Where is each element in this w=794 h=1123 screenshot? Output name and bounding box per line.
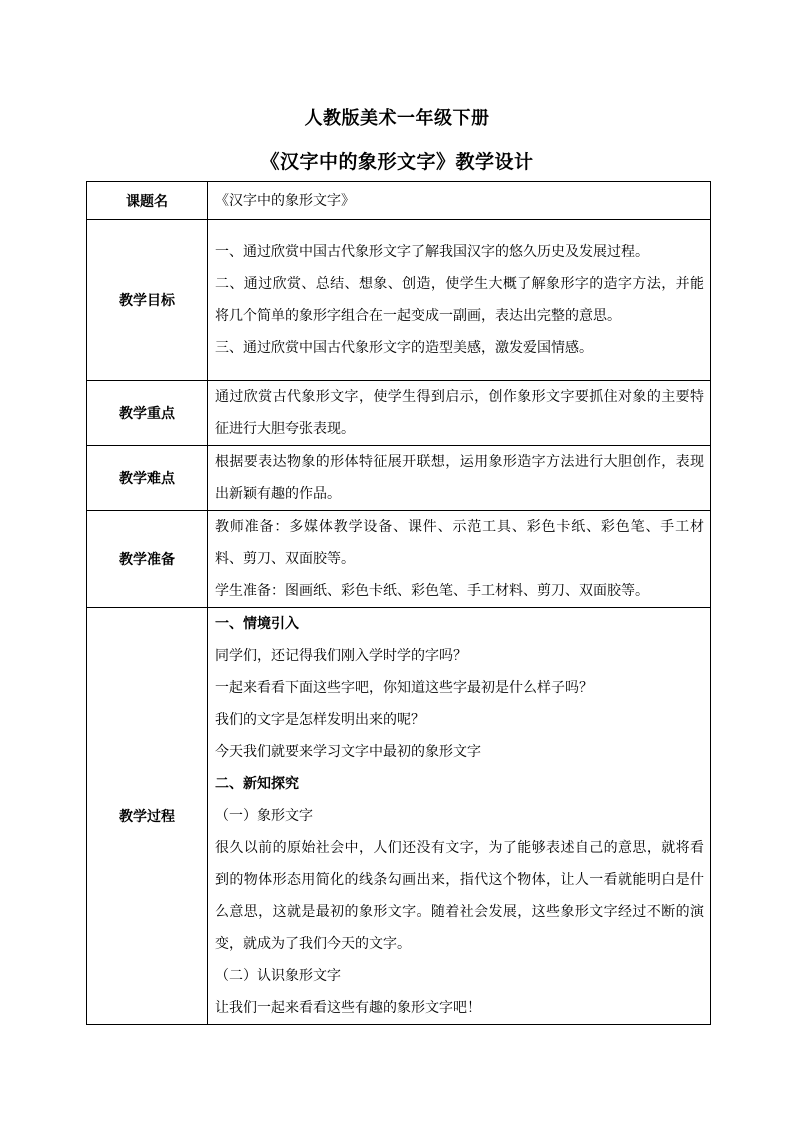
difficulties-text: 根据要表达物象的形体特征展开联想，运用象形造字方法进行大胆创作，表现出新颖有趣的作品。 [215,454,704,502]
objectives-row [87,220,711,381]
objective-item: 三、通过欣赏中国古代象形文字的造型美感，激发爱国情感。 [215,340,593,356]
subsection-heading: （二）认识象形文字 [215,968,341,984]
objective-item: 一、通过欣赏中国古代象形文字了解我国汉字的悠久历史及发展过程。 [215,244,649,260]
process-line: 让我们一起来看看这些有趣的象形文字吧！ [215,1000,481,1016]
process-label: 教学过程 [87,608,208,1025]
objective-item: 二、通过欣赏、总结、想象、创造，使学生大概了解象形字的造字方法，并能将几个简单的象形字组合在一起变成一副画，表达出完整的意思。 [215,276,704,324]
preparation-label: 教学准备 [87,511,208,608]
process-line: 我们的文字是怎样发明出来的呢？ [215,712,425,728]
topic-label: 课题名 [87,182,208,220]
document-subtitle: 《汉字中的象形文字》教学设计 [260,151,534,173]
preparation-row [87,511,711,608]
key-points-row [87,381,711,446]
key-points-content [208,381,711,446]
subsection-heading: （一）象形文字 [215,808,313,824]
teacher-preparation: 教师准备：多媒体教学设备、课件、示范工具、彩色卡纸、彩色笔、手工材料、剪刀、双面胶等。 [215,519,704,567]
process-line: 一起来看看下面这些字吧，你知道这些字最初是什么样子吗？ [215,680,593,696]
section-heading: 一、情境引入 [215,616,299,632]
process-line: 同学们，还记得我们刚入学时学的字吗？ [215,648,467,664]
objectives-content [208,220,711,381]
lesson-plan-table [86,181,711,1025]
difficulties-content [208,446,711,511]
process-line: 今天我们就要来学习文字中最初的象形文字 [215,744,481,760]
objectives-label: 教学目标 [87,220,208,381]
key-points-text: 通过欣赏古代象形文字，使学生得到启示，创作象形文字要抓住对象的主要特征进行大胆夸张表现。 [215,389,704,437]
difficulties-row [87,446,711,511]
topic-text: 《汉字中的象形文字》 [215,192,355,209]
topic-row [87,182,711,220]
document-title: 人教版美术一年级下册 [304,108,490,129]
difficulties-label: 教学难点 [87,446,208,511]
process-row [87,608,711,1025]
preparation-content [208,511,711,608]
process-content [208,608,711,1025]
process-paragraph: 很久以前的原始社会中，人们还没有文字，为了能够表述自己的意思，就将看到的物体形态用简化的线条勾画出来，指代这个物体，让人一看就能明白是什么意思，这就是最初的象形文字。随着社会发展，这些象形文字经过不断的演变，就成为了我们今天的文字。 [215,840,704,952]
topic-value [208,182,711,220]
key-points-label: 教学重点 [87,381,208,446]
section-heading: 二、新知探究 [215,776,299,792]
student-preparation: 学生准备：图画纸、彩色卡纸、彩色笔、手工材料、剪刀、双面胶等。 [215,583,649,599]
